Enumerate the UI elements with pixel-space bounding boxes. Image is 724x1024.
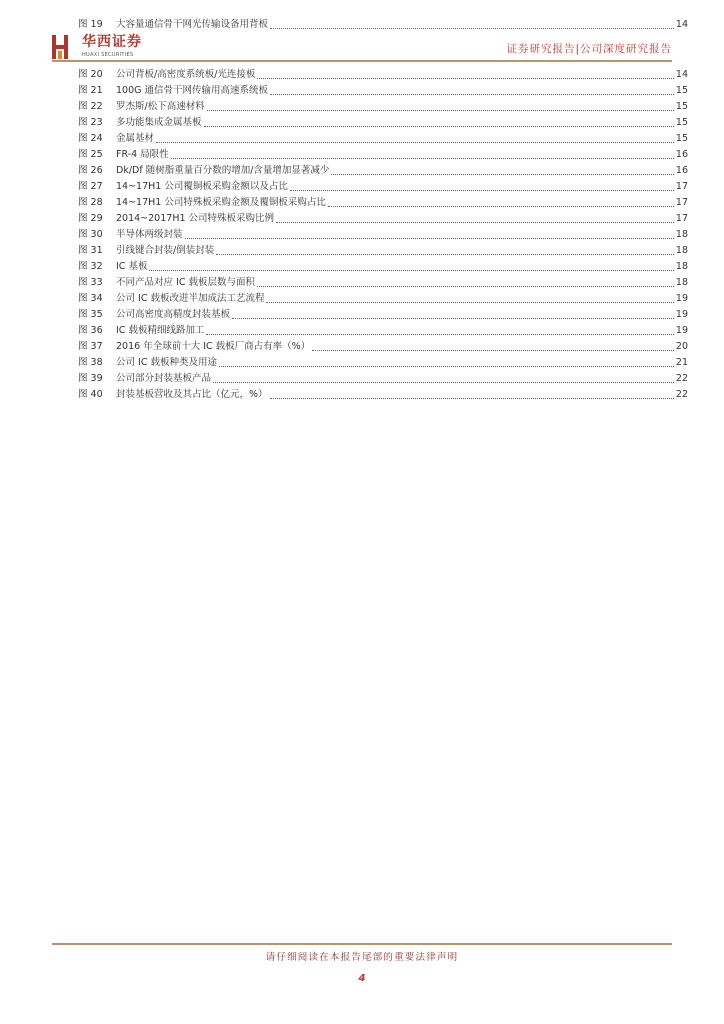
dot-leader	[156, 141, 674, 143]
figure-label: 图 34	[78, 293, 103, 304]
toc-entry[interactable]	[78, 306, 688, 321]
figure-title: 公司背板/高密度系统板/光连接板	[116, 69, 256, 80]
figure-label: 图 20	[78, 69, 103, 80]
figure-title: 公司 IC 载板改进半加成法工艺流程	[116, 293, 265, 304]
figure-title: 公司 IC 载板种类及用途	[116, 357, 217, 368]
figure-title: 100G 通信骨干网传输用高速系统板	[116, 85, 269, 96]
page-number: 4	[358, 973, 366, 984]
figure-label: 图 21	[78, 85, 103, 96]
figure-label: 图 23	[78, 117, 103, 128]
figure-title: 不同产品对应 IC 载板层数与面积	[116, 277, 255, 288]
dot-leader	[276, 221, 674, 223]
footer-divider	[52, 943, 672, 945]
dot-leader	[232, 317, 674, 319]
figure-title: FR-4 局限性	[116, 149, 169, 160]
toc-entry[interactable]	[78, 146, 688, 161]
figure-title: 引线键合封装/倒装封装	[116, 245, 215, 256]
figure-title: 2016 年全球前十大 IC 载板厂商占有率（%）	[116, 341, 311, 352]
toc-entry[interactable]	[78, 370, 688, 385]
figure-page-number: 22	[675, 389, 688, 400]
figure-label: 图 31	[78, 245, 103, 256]
dot-leader	[206, 333, 673, 335]
figure-label: 图 25	[78, 149, 103, 160]
figure-label: 图 33	[78, 277, 103, 288]
huaxi-logo-icon	[52, 35, 72, 59]
toc-entry[interactable]	[78, 258, 688, 273]
toc-entry[interactable]	[78, 226, 688, 241]
figure-page-number: 21	[675, 357, 688, 368]
figure-page-number: 15	[675, 85, 688, 96]
figure-label: 图 29	[78, 213, 103, 224]
figure-title: 14~17H1 公司覆铜板采购金额以及占比	[116, 181, 288, 192]
figure-label: 图 27	[78, 181, 103, 192]
dot-leader	[213, 381, 674, 383]
figure-title: 罗杰斯/松下高速材料	[116, 101, 205, 112]
dot-leader	[270, 397, 674, 399]
dot-leader	[216, 253, 674, 255]
toc-entry[interactable]	[78, 242, 688, 257]
toc-entry[interactable]	[78, 16, 688, 31]
figure-label: 图 37	[78, 341, 103, 352]
figure-page-number: 22	[675, 373, 688, 384]
figure-page-number: 14	[675, 69, 688, 80]
toc-entry[interactable]	[78, 98, 688, 113]
toc-entry[interactable]	[78, 66, 688, 81]
toc-entry[interactable]	[78, 178, 688, 193]
legal-notice: 请仔细阅读在本报告尾部的重要法律声明	[265, 952, 459, 963]
figure-page-number: 19	[675, 325, 688, 336]
figure-label: 图 32	[78, 261, 103, 272]
figure-title: 14~17H1 公司特殊板采购金额及覆铜板采购占比	[116, 197, 326, 208]
figure-label: 图 26	[78, 165, 103, 176]
figure-page-number: 15	[675, 117, 688, 128]
toc-entry[interactable]	[78, 114, 688, 129]
toc-entry[interactable]	[78, 274, 688, 289]
figure-page-number: 19	[675, 293, 688, 304]
figure-label: 图 28	[78, 197, 103, 208]
figure-title: 半导体两级封装	[116, 229, 183, 240]
report-type-label: 证券研究报告|公司深度研究报告	[506, 43, 672, 55]
toc-entry[interactable]	[78, 386, 688, 401]
dot-leader	[270, 27, 674, 29]
dot-leader	[290, 189, 674, 191]
dot-leader	[185, 237, 674, 239]
logo-text-cn: 华西证券	[82, 34, 142, 50]
figure-title: IC 载板精细线路加工	[116, 325, 205, 336]
figure-page-number: 17	[675, 197, 688, 208]
toc-entry[interactable]	[78, 130, 688, 145]
dot-leader	[312, 349, 674, 351]
toc-entry[interactable]	[78, 354, 688, 369]
dot-leader	[207, 109, 674, 111]
toc-entry[interactable]	[78, 194, 688, 209]
figure-title: 公司部分封装基板产品	[116, 373, 212, 384]
toc-entry[interactable]	[78, 322, 688, 337]
figure-label: 图 35	[78, 309, 103, 320]
figure-page-number: 15	[675, 101, 688, 112]
figure-title: 公司高密度高精度封装基板	[116, 309, 231, 320]
dot-leader	[149, 269, 673, 271]
dot-leader	[219, 365, 674, 367]
dot-leader	[171, 157, 674, 159]
company-logo	[52, 34, 162, 62]
header-divider	[52, 60, 672, 62]
dot-leader	[204, 125, 674, 127]
figure-page-number: 17	[675, 213, 688, 224]
figure-page-number: 18	[675, 229, 688, 240]
figure-label: 图 40	[78, 389, 103, 400]
figure-label: 图 24	[78, 133, 103, 144]
figure-page-number: 19	[675, 309, 688, 320]
toc-entry[interactable]	[78, 290, 688, 305]
figure-title: 2014~2017H1 公司特殊板采购比例	[116, 213, 275, 224]
figure-title: 多功能集成金属基板	[116, 117, 202, 128]
figure-label: 图 30	[78, 229, 103, 240]
dot-leader	[257, 285, 674, 287]
logo-text-en: HUAXI SECURITIES	[82, 52, 134, 58]
figure-label: 图 19	[78, 19, 103, 30]
figure-page-number: 20	[675, 341, 688, 352]
figure-page-number: 16	[675, 165, 688, 176]
toc-entry[interactable]	[78, 82, 688, 97]
figure-page-number: 17	[675, 181, 688, 192]
dot-leader	[257, 77, 674, 79]
figure-label: 图 39	[78, 373, 103, 384]
figure-label: 图 22	[78, 101, 103, 112]
figure-page-number: 18	[675, 245, 688, 256]
toc-entry[interactable]	[78, 210, 688, 225]
toc-entry[interactable]	[78, 338, 688, 353]
figure-label: 图 36	[78, 325, 103, 336]
dot-leader	[331, 173, 674, 175]
figure-title: 金属基材	[116, 133, 155, 144]
dot-leader	[328, 205, 674, 207]
figure-page-number: 18	[675, 261, 688, 272]
figure-title: 大容量通信骨干网光传输设备用背板	[116, 19, 269, 30]
toc-entry[interactable]	[78, 162, 688, 177]
dot-leader	[266, 301, 673, 303]
figure-page-number: 16	[675, 149, 688, 160]
figure-page-number: 18	[675, 277, 688, 288]
figure-title: IC 基板	[116, 261, 148, 272]
figure-label: 图 38	[78, 357, 103, 368]
figure-title: Dk/Df 随树脂重量百分数的增加/含量增加显著减少	[116, 165, 330, 176]
figure-page-number: 15	[675, 133, 688, 144]
dot-leader	[270, 93, 674, 95]
figure-title: 封装基板营收及其占比（亿元，%）	[116, 389, 268, 400]
figure-page-number: 14	[675, 19, 688, 30]
